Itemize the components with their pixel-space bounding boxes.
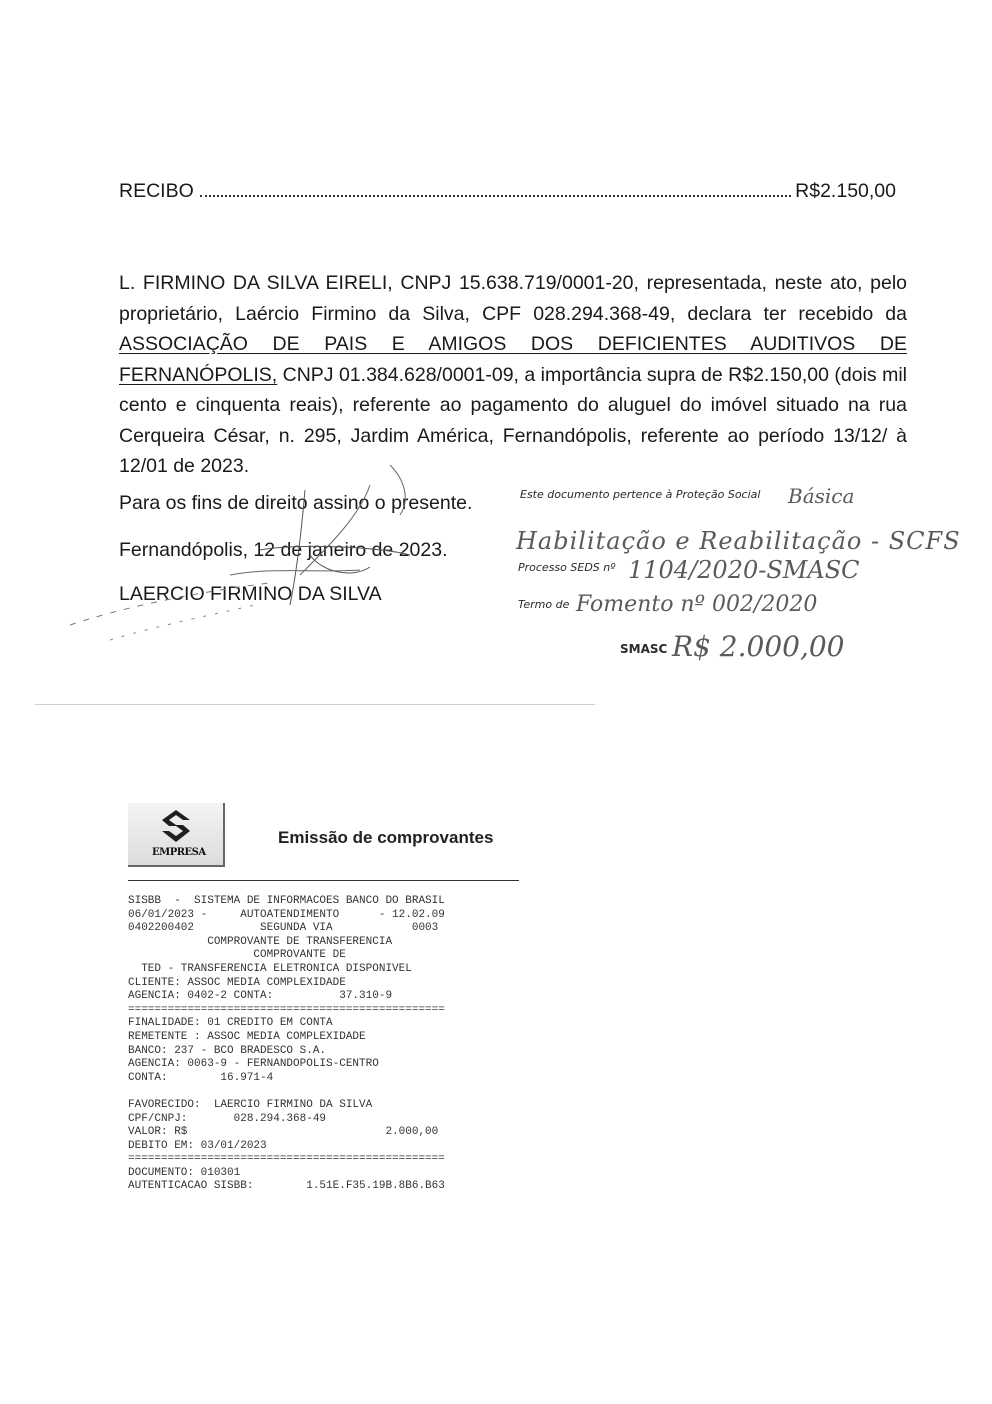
receipt-heading (119, 180, 896, 206)
receipt-line: TED - TRANSFERENCIA ELETRONICA DISPONIVEL (128, 962, 412, 975)
receipt-amount: R$2.150,00 (795, 180, 896, 202)
stamp-smasc-label: SMASC (620, 642, 668, 656)
receipt-line: BANCO: 237 - BCO BRADESCO S.A. (128, 1044, 327, 1057)
bank-logo-icon (161, 809, 191, 843)
receipt-separator: ================================================ (128, 1153, 445, 1166)
body-text-1: L. FIRMINO DA SILVA EIRELI, CNPJ 15.638.719/0001-20, representada, neste ato, pelo proprietário, Laércio Firmino da Silva, CPF 028.294.368-49, declara ter recebido da (119, 272, 907, 325)
stamp-termo-label: Termo de (518, 598, 570, 611)
bank-section-title: Emissão de comprovantes (278, 828, 494, 847)
receipt-line: AUTENTICACAO SISBB: 1.51E.F35.19B.8B6.B63 (128, 1180, 445, 1193)
handwritten-basica: Básica (788, 484, 855, 508)
receipt-line: CONTA: 16.971-4 (128, 1071, 274, 1084)
receipt-blank-line (128, 1085, 445, 1099)
receipt-line: DOCUMENTO: 010301 (128, 1166, 241, 1179)
signer-name: LAERCIO FIRMINO DA SILVA (119, 583, 382, 605)
signature-scribble (70, 455, 550, 645)
receipt-line: AGENCIA: 0402-2 CONTA: 37.310-9 (128, 990, 393, 1003)
receipt-line: FAVORECIDO: LAERCIO FIRMINO DA SILVA (128, 1098, 373, 1111)
receipt-separator: ================================================ (128, 1003, 445, 1016)
page-divider (35, 704, 595, 705)
receipt-line: CPF/CNPJ: 028.294.368-49 (128, 1112, 327, 1125)
handwritten-processo: 1104/2020-SMASC (628, 556, 860, 584)
receipt-line: 0402200402 SEGUNDA VIA 0003 (128, 922, 439, 935)
closing-statement: Para os fins de direito assino o presente. (119, 492, 473, 514)
handwritten-habilitacao: Habilitação e Reabilitação - SCFS (516, 527, 961, 555)
receipt-line: COMPROVANTE DE (128, 949, 346, 962)
bank-logo-label: EMPRESA (152, 847, 206, 858)
bank-title-rule (128, 880, 519, 881)
dotted-leader (200, 195, 791, 197)
receipt-line: SISBB - SISTEMA DE INFORMACOES BANCO DO BRASIL (128, 895, 445, 907)
receipt-line: CLIENTE: ASSOC MEDIA COMPLEXIDADE (128, 976, 346, 989)
organization-name: ASSOCIAÇÃO DE PAIS E AMIGOS DOS DEFICIENTES AUDITIVOS DE FERNANÓPOLIS, (119, 333, 907, 386)
bank-logo (128, 803, 225, 867)
receipt-line: REMETENTE : ASSOC MEDIA COMPLEXIDADE (128, 1030, 366, 1043)
handwritten-termo: Fomento nº 002/2020 (576, 592, 818, 617)
receipt-line: DEBITO EM: 03/01/2023 (128, 1139, 267, 1152)
receipt-body (119, 268, 907, 482)
transfer-receipt (128, 895, 445, 1194)
place-and-date: Fernandópolis, 12 de janeiro de 2023. (119, 539, 448, 561)
receipt-line: AGENCIA: 0063-9 - FERNANDOPOLIS-CENTRO (128, 1058, 379, 1071)
receipt-line: COMPROVANTE DE TRANSFERENCIA (128, 935, 393, 948)
stamp-processo-label: Processo SEDS nº (518, 561, 616, 574)
receipt-line: 06/01/2023 - AUTOATENDIMENTO - 12.02.09 (128, 908, 445, 921)
receipt-line: FINALIDADE: 01 CREDITO EM CONTA (128, 1017, 333, 1030)
receipt-label: RECIBO (119, 180, 194, 202)
receipt-line: VALOR: R$ 2.000,00 (128, 1126, 439, 1139)
handwritten-smasc-value: R$ 2.000,00 (672, 630, 845, 663)
stamp-text-1: Este documento pertence à Proteção Social (520, 488, 761, 501)
body-text-2: CNPJ 01.384.628/0001-09, a importância supra de R$2.150,00 (dois mil cento e cinquenta reais), referente ao pagamento do aluguel do imóvel situado na rua Cerqueira César, n. 295, Jardim América, Fernandópolis, referente ao período 13/12/ à 12/01 de 2023. (119, 363, 907, 477)
